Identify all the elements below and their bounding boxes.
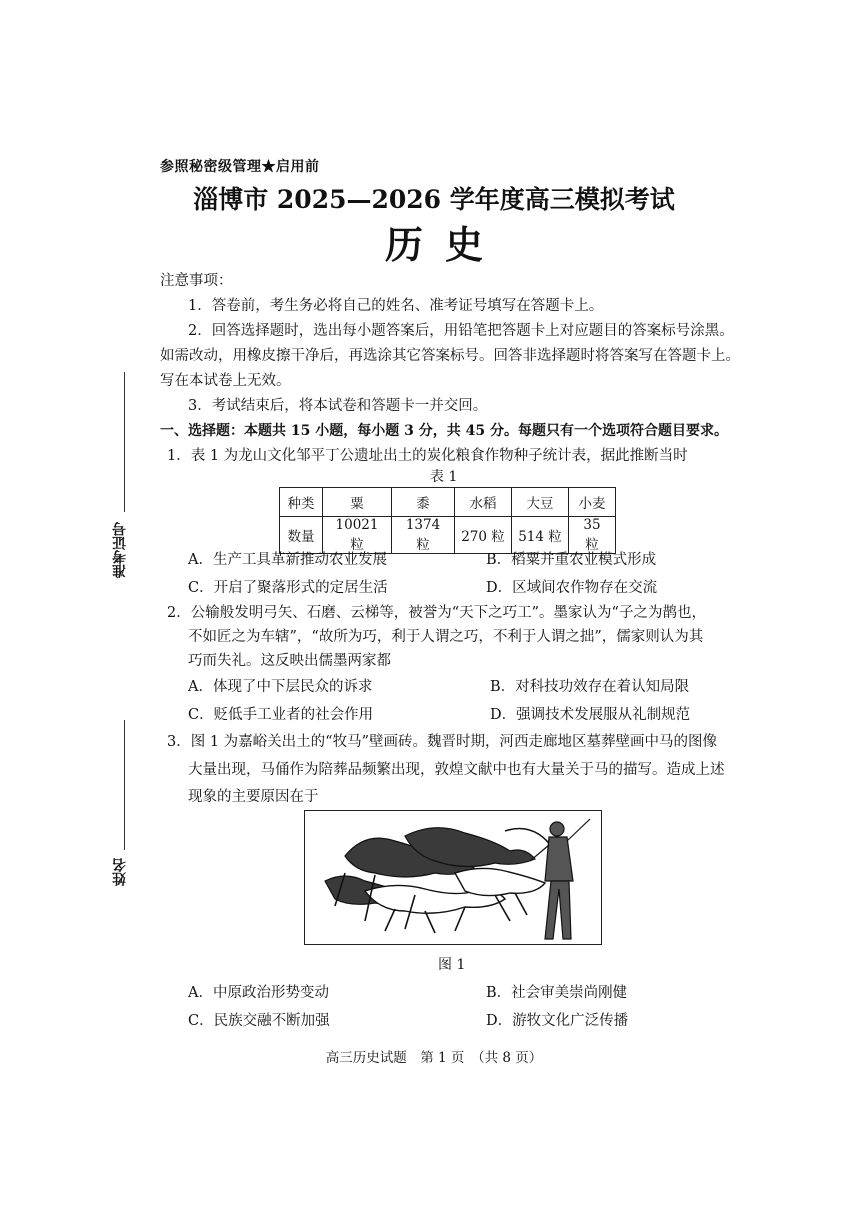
q1-stem: 1．表 1 为龙山文化邹平丁公遗址出土的炭化粮食作物种子统计表，据此推断当时 — [167, 448, 688, 464]
subject-title: 历史 — [384, 222, 505, 267]
q3-stem-line-1: 3．图 1 为嘉峪关出土的“牧马”壁画砖。魏晋时期，河西走廊地区墓葬壁画中马的图像 — [167, 734, 717, 750]
q2-stem-line-3: 巧而失礼。这反映出儒墨两家都 — [188, 653, 391, 669]
table-cell: 10021 粒 — [323, 517, 392, 554]
table-cell: 270 粒 — [455, 517, 512, 554]
q2-stem-line-1: 2．公输般发明弓矢、石磨、云梯等，被誉为“天下之巧工”。墨家认为“子之为鹊也， — [167, 605, 706, 621]
table-cell: 种类 — [280, 488, 323, 517]
q2-option-d: D．强调技术发展服从礼制规范 — [490, 707, 691, 723]
q1-table-caption: 表 1 — [430, 469, 458, 485]
name-label: 姓名 — [112, 858, 128, 886]
q3-option-c: C．民族交融不断加强 — [188, 1013, 330, 1029]
notice-item-2: 2．回答选择题时，选出每小题答案后，用铅笔把答题卡上对应题目的答案标号涂黑。 — [188, 323, 734, 339]
table-cell: 水稻 — [455, 488, 512, 517]
q1-option-c: C．开启了聚落形式的定居生活 — [188, 580, 388, 596]
table-cell: 粟 — [323, 488, 392, 517]
q3-figure-caption: 图 1 — [438, 957, 466, 973]
q2-option-b: B．对科技功效存在着认知局限 — [490, 679, 690, 695]
table-header-row — [280, 488, 616, 517]
q3-stem-line-2: 大量出现，马俑作为陪葬品频繁出现，敦煌文献中也有大量关于马的描写。造成上述 — [188, 762, 725, 778]
table-cell: 35 粒 — [569, 517, 616, 554]
exam-id-label: 准考证号 — [112, 522, 128, 578]
q3-option-d: D．游牧文化广泛传播 — [486, 1013, 629, 1029]
horse-mural-image — [305, 811, 601, 944]
notice-item-1: 1．答卷前，考生务必将自己的姓名、准考证号填写在答题卡上。 — [188, 298, 604, 314]
q3-stem-line-3: 现象的主要原因在于 — [188, 789, 319, 805]
q1-option-d: D．区域间农作物存在交流 — [486, 580, 658, 596]
q2-option-c: C．贬低手工业者的社会作用 — [188, 707, 374, 723]
q2-stem-line-2: 不如匠之为车辖”，“故所为巧，利于人谓之巧，不利于人谓之拙”，儒家则认为其 — [188, 629, 704, 645]
q1-option-a: A．生产工具革新推动农业发展 — [188, 552, 387, 568]
secret-level: 参照秘密级管理★启用前 — [160, 159, 320, 175]
notice-item-3: 3．考试结束后，将本试卷和答题卡一并交回。 — [188, 398, 488, 414]
name-line — [124, 720, 125, 850]
q1-option-b: B．稻粟并重农业模式形成 — [486, 552, 657, 568]
section-heading: 一、选择题：本题共 15 小题，每小题 3 分，共 45 分。每题只有一个选项符合题目要求。 — [160, 423, 728, 439]
q3-option-b: B．社会审美崇尚刚健 — [486, 985, 628, 1001]
table-cell: 黍 — [392, 488, 455, 517]
table-cell: 小麦 — [569, 488, 616, 517]
table-cell: 大豆 — [512, 488, 569, 517]
exam-title: 淄博市 2025—2026 学年度高三模拟考试 — [193, 185, 675, 214]
notice-heading: 注意事项： — [160, 273, 233, 289]
horse-mural-figure — [304, 810, 602, 945]
page-footer: 高三历史试题 第 1 页 （共 8 页） — [325, 1050, 543, 1066]
notice-item-2-cont: 如需改动，用橡皮擦干净后，再选涂其它答案标号。回答非选择题时将答案写在答题卡上。 — [160, 348, 740, 364]
q1-table — [279, 487, 616, 554]
q2-option-a: A．体现了中下层民众的诉求 — [188, 679, 373, 695]
table-cell: 数量 — [280, 517, 323, 554]
notice-item-2-end: 写在本试卷上无效。 — [160, 373, 291, 389]
table-cell: 1374 粒 — [392, 517, 455, 554]
q3-option-a: A．中原政治形势变动 — [188, 985, 329, 1001]
exam-id-line — [124, 372, 125, 512]
table-cell: 514 粒 — [512, 517, 569, 554]
